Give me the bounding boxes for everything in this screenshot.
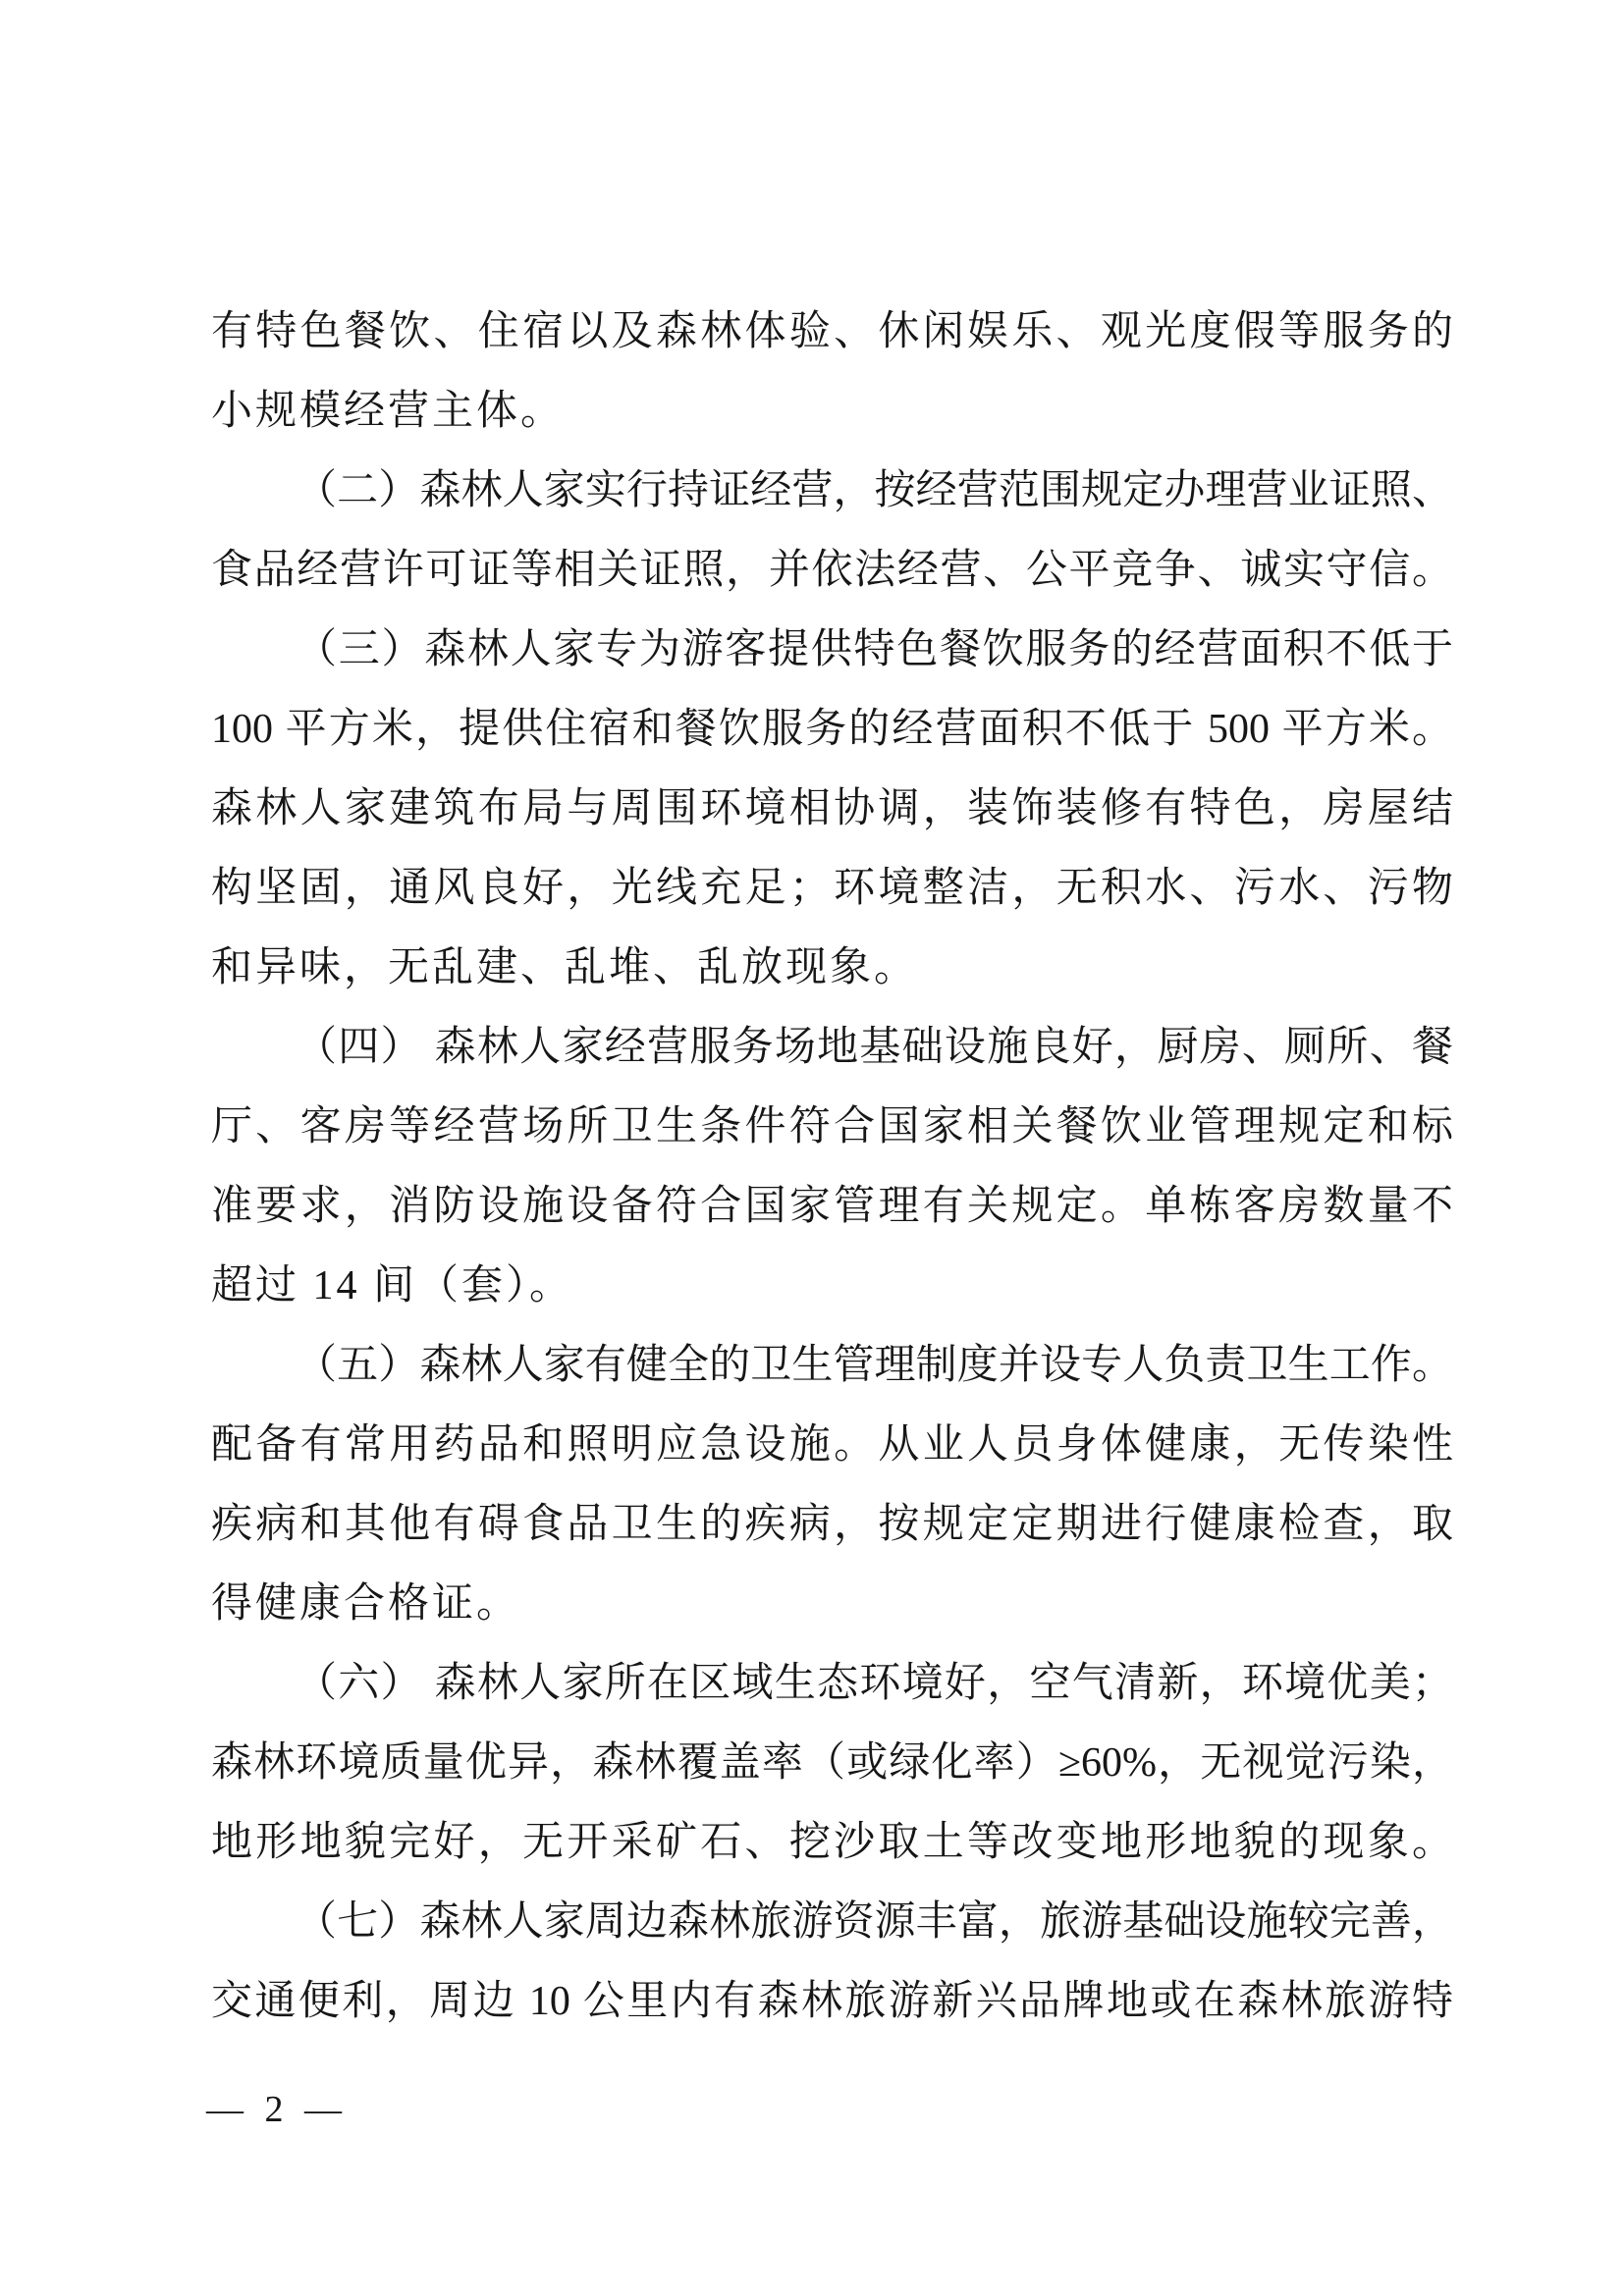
doc-line: 构坚固，通风良好，光线充足；环境整洁，无积水、污水、污物 [211, 866, 1453, 911]
doc-line: 疾病和其他有碍食品卫生的疾病，按规定定期进行健康检查，取 [211, 1502, 1453, 1547]
doc-line: 厅、客房等经营场所卫生条件符合国家相关餐饮业管理规定和标 [211, 1104, 1453, 1149]
doc-line: 有特色餐饮、住宿以及森林体验、休闲娱乐、观光度假等服务的 [211, 309, 1453, 354]
doc-line: （五）森林人家有健全的卫生管理制度并设专人负责卫生工作。 [296, 1343, 1453, 1388]
doc-line: （七）森林人家周边森林旅游资源丰富，旅游基础设施较完善， [296, 1899, 1453, 1945]
doc-line: （三）森林人家专为游客提供特色餐饮服务的经营面积不低于 [296, 627, 1453, 672]
doc-line: 配备有常用药品和照明应急设施。从业人员身体健康，无传染性 [211, 1422, 1453, 1468]
doc-line: （六） 森林人家所在区域生态环境好，空气清新，环境优美； [296, 1661, 1453, 1706]
doc-line: 得健康合格证。 [211, 1581, 521, 1627]
doc-line: 森林人家建筑布局与周围环境相协调，装饰装修有特色，房屋结 [211, 786, 1453, 831]
doc-line: 和异味，无乱建、乱堆、乱放现象。 [211, 945, 919, 990]
page-number: — 2 — [206, 2089, 344, 2130]
doc-line: 100 平方米，提供住宿和餐饮服务的经营面积不低于 500 平方米。 [211, 707, 1453, 752]
doc-line: 准要求，消防设施设备符合国家管理有关规定。单栋客房数量不 [211, 1184, 1453, 1229]
doc-line: 地形地貌完好，无开采矿石、挖沙取土等改变地形地貌的现象。 [211, 1820, 1453, 1865]
doc-line: （二）森林人家实行持证经营，按经营范围规定办理营业证照、 [296, 468, 1453, 513]
doc-line: 小规模经营主体。 [211, 389, 566, 434]
document-body [211, 293, 1453, 2042]
doc-line: 食品经营许可证等相关证照，并依法经营、公平竞争、诚实守信。 [211, 548, 1453, 593]
doc-line: 森林环境质量优异，森林覆盖率（或绿化率）≥60%，无视觉污染， [211, 1740, 1453, 1786]
doc-line: （四） 森林人家经营服务场地基础设施良好，厨房、厕所、餐 [296, 1025, 1453, 1070]
doc-line: 交通便利，周边 10 公里内有森林旅游新兴品牌地或在森林旅游特 [211, 1979, 1453, 2024]
doc-line: 超过 14 间（套）。 [211, 1263, 574, 1308]
